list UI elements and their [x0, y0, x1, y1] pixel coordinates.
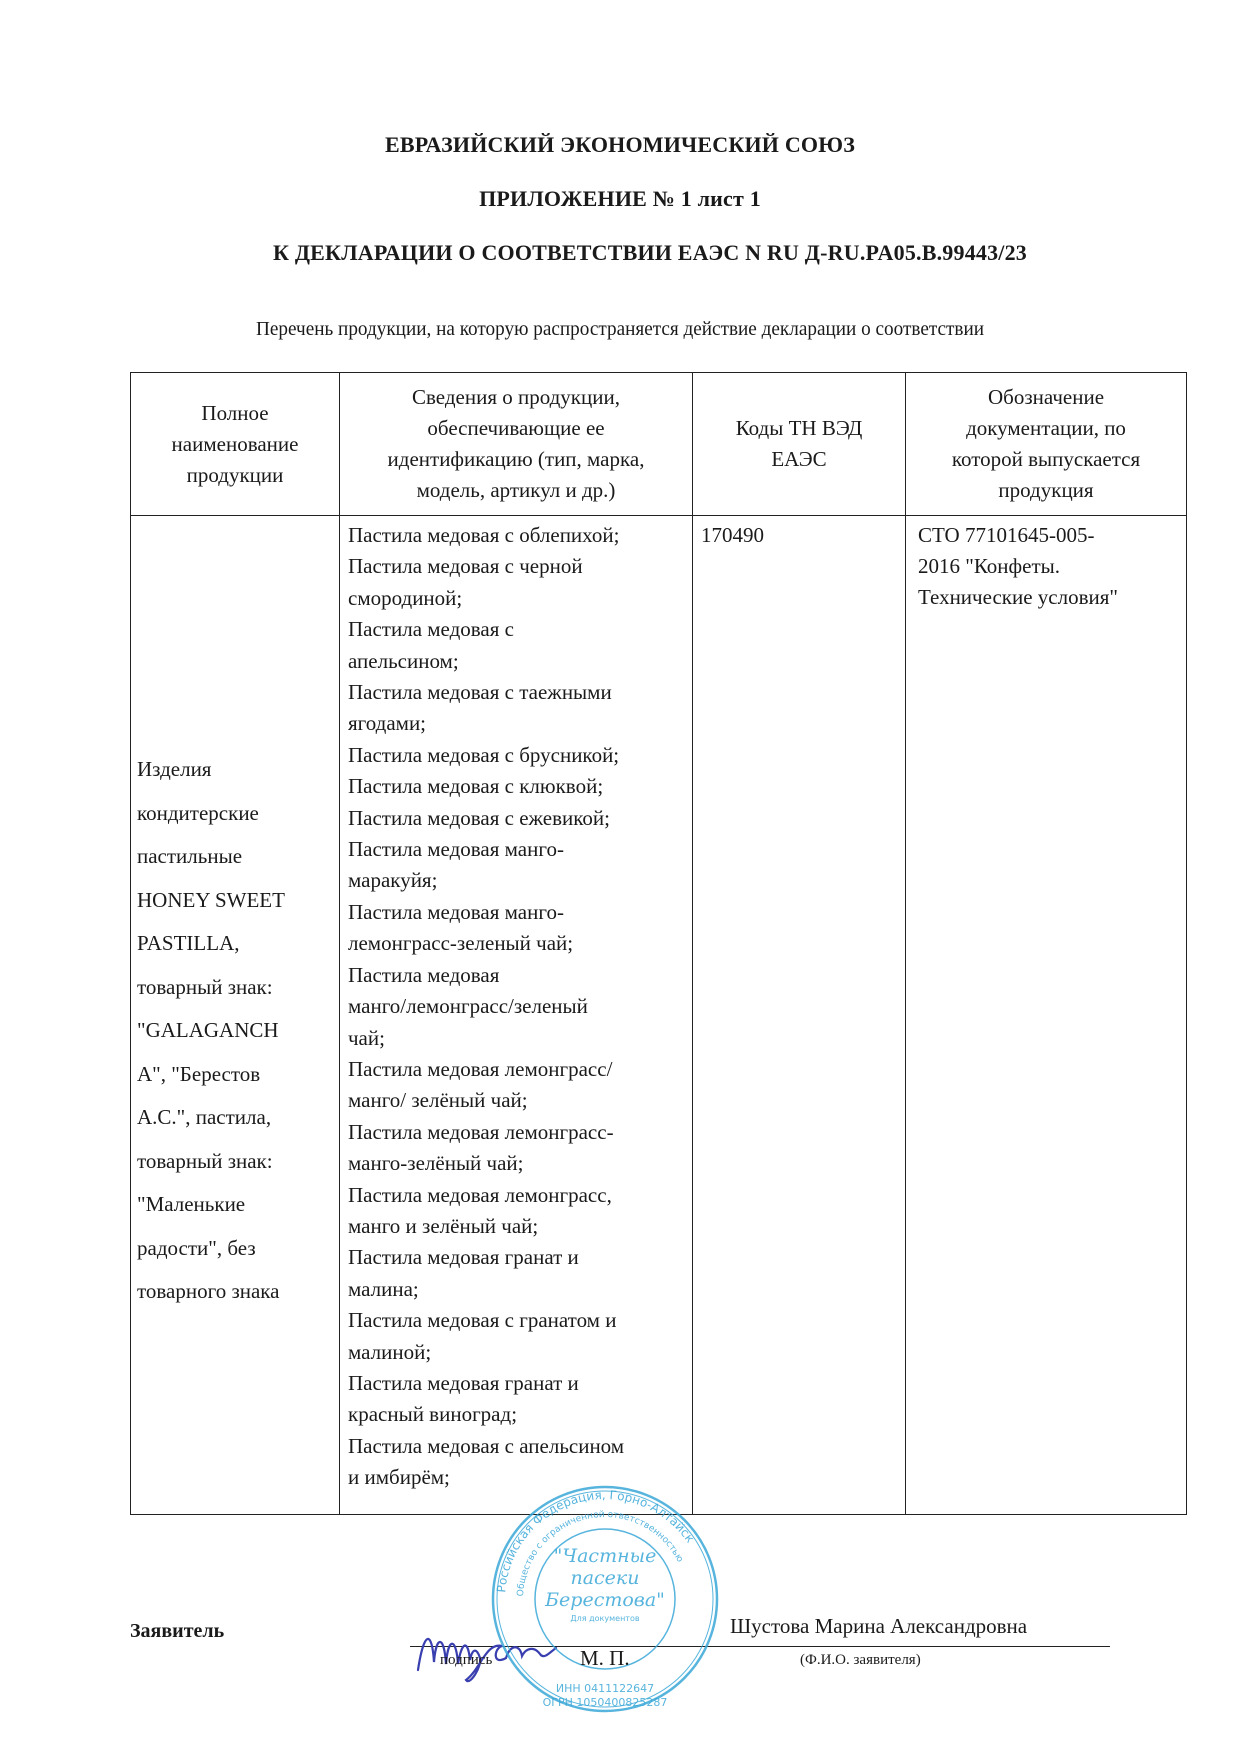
stamp-center-line: Берестова" — [545, 1589, 665, 1611]
product-item-line: Пастила медовая с клюквой; — [348, 774, 604, 799]
product-item-line: малина; — [348, 1276, 419, 1301]
name-caption: (Ф.И.О. заявителя) — [800, 1652, 921, 1668]
column-header-line: Коды ТН ВЭД — [735, 416, 863, 440]
product-name-cell — [131, 516, 340, 1515]
column-header-line: продукции — [186, 462, 284, 487]
column-header-line: документации, по — [966, 416, 1126, 440]
column-header-line: Сведения о продукции, — [412, 385, 620, 409]
applicant-label: Заявитель — [130, 1620, 225, 1642]
product-item-line: Пастила медовая манго- — [348, 837, 564, 862]
product-item-line: Пастила медовая — [348, 962, 500, 987]
documentation-line: СТО 77101645-005- — [918, 523, 1095, 547]
product-name-line: HONEY SWEET — [137, 887, 285, 912]
product-item-line: Пастила медовая с гранатом и — [348, 1308, 617, 1333]
product-name-line: пастильные — [137, 844, 243, 869]
column-header-product-name — [131, 373, 340, 516]
column-header-line: обеспечивающие ее — [427, 416, 605, 440]
product-item-line: Пастила медовая манго- — [348, 899, 564, 924]
product-item-line: Пастила медовая с брусникой; — [348, 742, 620, 767]
product-item-line: Пастила медовая с апельсином — [348, 1433, 625, 1458]
stamp-ring-text: Общество с ограниченной ответственностью — [515, 1509, 685, 1597]
declaration-title: К ДЕКЛАРАЦИИ О СООТВЕТСТВИИ ЕАЭС N RU Д-RU.PA05.B.99443/23 — [272, 240, 1028, 265]
product-item-line: малиной; — [348, 1339, 432, 1364]
product-item-line: манго-зелёный чай; — [348, 1151, 524, 1176]
signature-caption: подпись — [440, 1652, 493, 1668]
product-item-line: манго/лемонграсс/зеленый — [348, 994, 588, 1019]
product-item-line: манго/ зелёный чай; — [348, 1088, 528, 1113]
product-item-line: красный виноград; — [348, 1402, 518, 1427]
product-item-line: Пастила медовая с черной — [348, 554, 583, 579]
product-name-line: "Маленькие — [137, 1192, 246, 1217]
product-item-line: Пастила медовая с — [348, 617, 514, 642]
stamp-inn: ИНН 0411122647 — [555, 1682, 655, 1695]
product-name-line: А.С.", пастила, — [137, 1105, 272, 1130]
stamp-small-text: Для документов — [570, 1614, 640, 1623]
column-header-identification — [340, 373, 693, 516]
product-name-line: товарный знак: — [137, 1148, 273, 1173]
documentation-line: Технические условия" — [918, 585, 1118, 609]
product-item-line: Пастила медовая с облепихой; — [348, 523, 620, 547]
column-header-line: Полное — [201, 400, 269, 425]
applicant-name: Шустова Марина Александровна — [730, 1614, 1028, 1638]
product-item-line: смородиной; — [348, 585, 463, 610]
product-list-subtitle: Перечень продукции, на которую распространяется действие декларации о соответствии — [256, 318, 984, 340]
product-item-line: чай; — [348, 1025, 385, 1050]
column-header-documentation — [906, 373, 1187, 516]
product-name-line: PASTILLA, — [137, 931, 240, 956]
product-name-line: товарный знак: — [137, 974, 273, 999]
stamp-outer-text: Российская Федерация, Горно-Алтайск — [494, 1488, 698, 1594]
column-header-line: идентификацию (тип, марка, — [387, 447, 645, 471]
product-name-line: Изделия — [137, 757, 212, 782]
product-item-line: Пастила медовая с ежевикой; — [348, 805, 610, 830]
column-header-line: модель, артикул и др.) — [416, 478, 616, 502]
stamp-center-line: пасеки — [570, 1567, 640, 1589]
product-item-line: маракуйя; — [348, 868, 438, 893]
documentation-line: 2016 "Конфеты. — [918, 554, 1060, 578]
stamp-center-line: "Частные — [553, 1545, 657, 1567]
product-table — [130, 372, 1187, 1515]
column-header-tn-ved — [693, 373, 906, 516]
product-item-line: Пастила медовая лемонграсс- — [348, 1119, 614, 1144]
union-title: ЕВРАЗИЙСКИЙ ЭКОНОМИЧЕСКИЙ СОЮЗ — [384, 132, 856, 157]
product-name-line: "GALAGANCH — [137, 1018, 279, 1043]
product-item-line: Пастила медовая лемонграсс/ — [348, 1056, 613, 1081]
product-name-line: радости", без — [137, 1235, 256, 1260]
stamp-ogrn: ОГРН 1050400825287 — [542, 1696, 668, 1709]
product-item-line: манго и зелёный чай; — [348, 1213, 539, 1238]
documentation-cell — [906, 516, 1187, 1515]
table-header-row — [131, 373, 1187, 516]
product-name-line: товарного знака — [137, 1279, 280, 1304]
table-row — [131, 516, 1187, 1515]
product-item-line: Пастила медовая гранат и — [348, 1245, 579, 1270]
product-item-line: Пастила медовая гранат и — [348, 1370, 579, 1395]
product-item-line: Пастила медовая с таежными — [348, 680, 612, 705]
company-stamp — [490, 1484, 720, 1714]
product-item-line: апельсином; — [348, 648, 459, 673]
product-item-line: лемонграсс-зеленый чай; — [348, 931, 574, 956]
product-item-line: Пастила медовая лемонграсс, — [348, 1182, 612, 1207]
product-name-line: кондитерские — [137, 800, 259, 825]
column-header-line: ЕАЭС — [771, 447, 827, 471]
column-header-line: которой выпускается — [951, 447, 1141, 471]
tn-ved-code-cell: 170490 — [693, 516, 906, 1515]
column-header-line: Обозначение — [987, 385, 1105, 409]
stamp-place-label: М. П. — [580, 1646, 630, 1670]
product-item-line: ягодами; — [348, 711, 427, 736]
column-header-line: наименование — [171, 431, 299, 456]
product-name-line: A", "Берестов — [137, 1061, 261, 1086]
product-items-cell — [340, 516, 693, 1515]
product-item-line: и имбирём; — [348, 1465, 450, 1490]
column-header-line: продукция — [998, 478, 1094, 502]
appendix-title: ПРИЛОЖЕНИЕ № 1 лист 1 — [479, 186, 761, 211]
